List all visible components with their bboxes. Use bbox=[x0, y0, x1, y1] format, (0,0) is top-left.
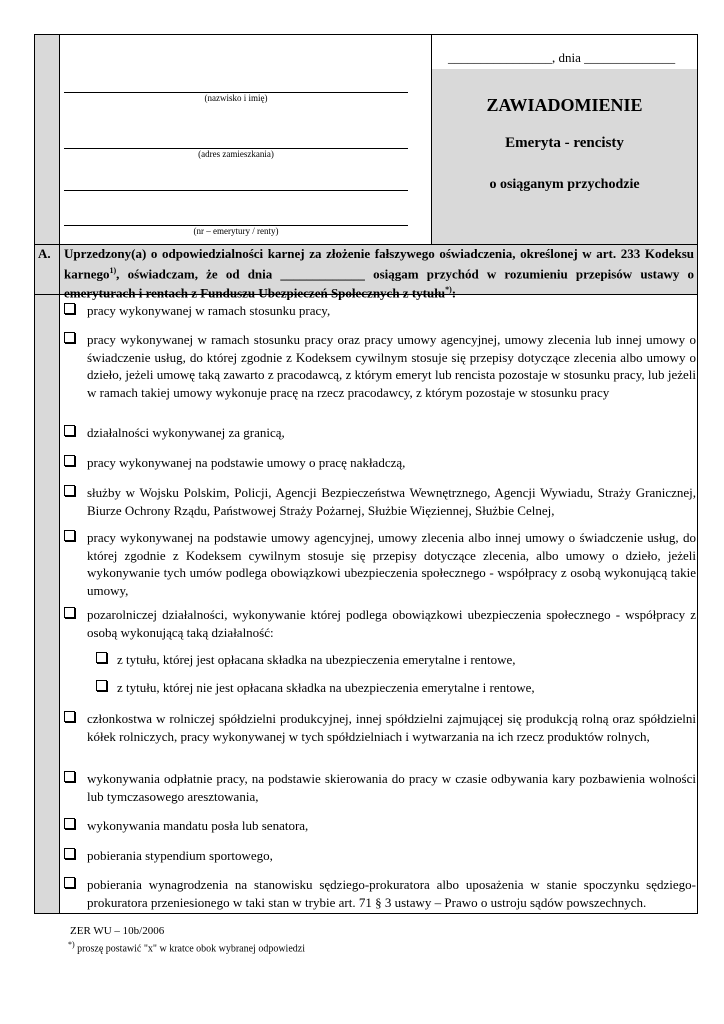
section-a-top-rule bbox=[35, 244, 697, 245]
left-strip-divider bbox=[59, 35, 60, 245]
address-caption: (adres zamieszkania) bbox=[198, 149, 274, 159]
checkbox[interactable] bbox=[64, 485, 75, 496]
name-caption: (nazwisko i imię) bbox=[204, 93, 268, 103]
section-a-intro: Uprzedzony(a) o odpowiedzialności karnej za złożenie fałszywego oświadczenia, określonej w art. 233 Kodeksu karnego$^{1)}$, oświadczam, że od dnia _____________ osiągam przychód w rozumieniu przepisów ustawy o emeryturach i rentach z Funduszu Ubezpieczeń Społecznych z tytułu*): bbox=[64, 246, 694, 301]
checkbox[interactable] bbox=[64, 771, 75, 782]
left-margin-strip bbox=[35, 35, 59, 245]
footnote bbox=[68, 940, 305, 954]
checkbox[interactable] bbox=[64, 818, 75, 829]
checkbox[interactable] bbox=[64, 711, 75, 722]
form-subtitle-2: o osiąganym przychodzie bbox=[489, 177, 640, 192]
checkbox[interactable] bbox=[64, 332, 75, 343]
section-a-label: A. bbox=[38, 246, 51, 261]
footnote-text: proszę postawić "x" w kratce obok wybranej odpowiedzi bbox=[74, 943, 305, 955]
checkbox[interactable] bbox=[64, 303, 75, 314]
checkbox[interactable] bbox=[64, 530, 75, 541]
form-title: ZAWIADOMIENIE bbox=[486, 95, 643, 115]
section-a-divider bbox=[59, 245, 60, 295]
checkbox[interactable] bbox=[64, 607, 75, 618]
left-margin-strip-lower bbox=[35, 295, 59, 913]
checkbox[interactable] bbox=[64, 455, 75, 466]
footnote-mark: *) bbox=[68, 940, 75, 949]
date-line[interactable]: ________________, dnia ______________ bbox=[448, 50, 676, 65]
address-line-2[interactable] bbox=[64, 190, 408, 191]
checkbox[interactable] bbox=[64, 848, 75, 859]
footnote-mark-star: *) bbox=[445, 285, 452, 295]
checkbox[interactable] bbox=[96, 652, 107, 663]
form-code: ZER WU – 10b/2006 bbox=[70, 925, 165, 937]
pension-number-caption: (nr – emerytury / renty) bbox=[193, 226, 279, 236]
footnote-mark-1: 1) bbox=[109, 265, 117, 275]
checkbox[interactable] bbox=[64, 877, 75, 888]
form-subtitle: Emeryta - rencisty bbox=[505, 135, 624, 151]
left-strip-divider-lower bbox=[59, 295, 60, 913]
checkbox[interactable] bbox=[64, 425, 75, 436]
checkbox[interactable] bbox=[96, 680, 107, 691]
